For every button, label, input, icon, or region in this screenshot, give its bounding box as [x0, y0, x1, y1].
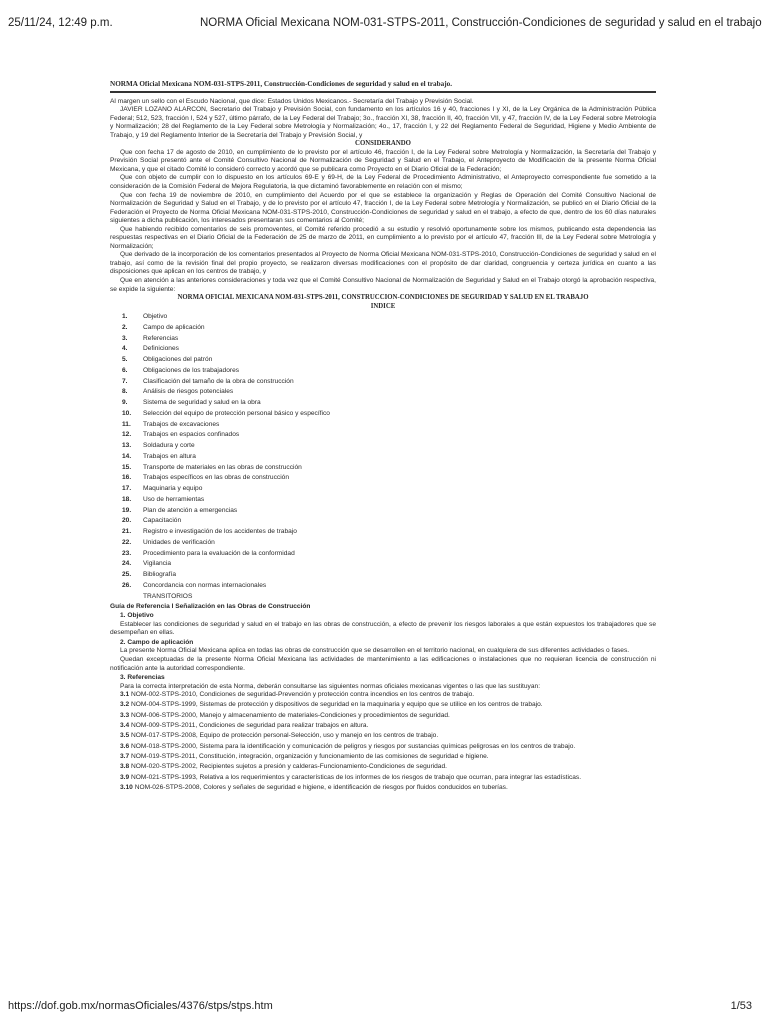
reference-text: NOM-019-STPS-2011, Constitución, integración, organización y funcionamiento de las comisiones de seguridad e higiene. — [131, 752, 489, 760]
norma-heading: NORMA OFICIAL MEXICANA NOM-031-STPS-2011, CONSTRUCCION-CONDICIONES DE SEGURIDAD Y SALUD EN EL TRABAJO — [177, 294, 589, 302]
reference-item — [110, 763, 656, 773]
toc-number: 20. — [122, 517, 132, 525]
reference-number: 3.7 — [120, 752, 130, 760]
reference-number: 3.10 — [120, 783, 133, 791]
toc-label: Campo de aplicación — [143, 323, 205, 331]
considerando-paragraph: Que con fecha 19 de noviembre de 2010, en cumplimiento del Acuerdo por el que se establece la organización y Reglas de Operación del Comité Consultivo Nacional de Normalización de Seguridad y Salud en el Trabajo, y de lo previsto por el artículo 47, fracción I, de la Ley Federal sobre Metrología y Normalización, se publicó en el Diario Oficial de la Federación el Proyecto de Norma Oficial Mexicana NOM-031-STPS-2010, Construcción-Condiciones de seguridad y salud en el trabajo, a efecto de que, dentro de los 60 días naturales siguientes a dicha publicación, los interesados presentaran sus comentarios al Comité; — [110, 191, 656, 225]
toc-label: Selección del equipo de protección personal básico y específico — [143, 409, 330, 417]
toc-label: Soldadura y corte — [143, 442, 195, 450]
toc-item — [110, 474, 656, 485]
considerando-paragraph: Que derivado de la incorporación de los comentarios presentados al Proyecto de Norma Oficial Mexicana NOM-031-STPS-2010, Construcción-Condiciones de seguridad y salud en el trabajo, así como de la revisión final del propio proyecto, se realizaron diversas modificaciones con el propósito de dar claridad, congruencia y certeza jurídica en cuanto a las disposiciones que aplican en los centros de trabajo, y — [110, 251, 656, 276]
toc-label: Trabajos específicos en las obras de construcción — [143, 474, 289, 482]
toc-number: 11. — [122, 420, 131, 428]
considerando-heading: CONSIDERANDO — [355, 140, 411, 148]
reference-text: NOM-002-STPS-2010, Condiciones de seguridad-Prevención y protección contra incendios en los centros de trabajo. — [131, 691, 475, 699]
toc-label: Capacitación — [143, 517, 182, 525]
intro-paragraph: Al margen un sello con el Escudo Nacional, que dice: Estados Unidos Mexicanos.- Secretaría del Trabajo y Previsión Social. — [110, 97, 474, 105]
toc-item — [110, 507, 656, 518]
reference-text: NOM-017-STPS-2008, Equipo de protección personal-Selección, uso y manejo en los centros de trabajo. — [131, 732, 439, 740]
table-of-contents — [110, 313, 656, 593]
toc-number: 13. — [122, 442, 132, 450]
print-date: 25/11/24, 12:49 p.m. — [8, 17, 113, 29]
toc-number: 10. — [122, 409, 132, 417]
toc-label: Plan de atención a emergencias — [143, 506, 238, 514]
preamble-paragraph: JAVIER LOZANO ALARCON, Secretario del Trabajo y Previsión Social, con fundamento en los artículos 16 y 40, fracciones I y XI, de la Ley Orgánica de la Administración Pública Federal; 512, 523, fracción I, 524 y 527, último párrafo, de la Ley Federal del Trabajo; 3o., fracción XI, 38, fracción II, 40, fracción VII, y 47, fracción IV, de la Ley Federal sobre Metrología y Normalización; 28 del Reglamento de la Ley Federal sobre Metrología y Normalización; 4o., 17, fracción I, y 22 del Reglamento Federal de Seguridad, Higiene y Medio Ambiente de Trabajo, y 19 del Reglamento Interior de la Secretaría del Trabajo y Previsión Social, y — [110, 106, 656, 139]
guia-heading: Guía de Referencia I Señalización en las Obras de Construcción — [110, 602, 311, 610]
reference-number: 3.8 — [120, 763, 130, 771]
toc-item — [110, 464, 656, 475]
toc-number: 2. — [122, 323, 128, 331]
toc-number: 26. — [122, 581, 132, 589]
toc-number: 6. — [122, 366, 128, 374]
document-title: NORMA Oficial Mexicana NOM-031-STPS-2011, Construcción-Condiciones de seguridad y salud en el trabajo. — [110, 80, 656, 93]
toc-item — [110, 410, 656, 421]
toc-label: Sistema de seguridad y salud en la obra — [143, 399, 261, 407]
print-footer — [0, 994, 768, 1024]
section-paragraph: La presente Norma Oficial Mexicana aplica en todas las obras de construcción que se desarrollen en el territorio nacional, en cualquiera de sus diferentes actividades o fases. — [120, 647, 630, 655]
toc-item — [110, 367, 656, 378]
toc-label: Obligaciones de los trabajadores — [143, 366, 240, 374]
reference-item — [110, 784, 656, 794]
reference-item — [110, 732, 656, 742]
reference-text: NOM-009-STPS-2011, Condiciones de seguridad para realizar trabajos en altura. — [131, 722, 369, 730]
toc-label: Procedimiento para la evaluación de la conformidad — [143, 549, 295, 557]
toc-item — [110, 399, 656, 410]
toc-number: 17. — [122, 485, 132, 493]
toc-item — [110, 421, 656, 432]
reference-text: NOM-021-STPS-1993, Relativa a los requerimientos y características de los informes de los riesgos de trabajo que ocurran, para integrar las estadísticas. — [131, 773, 582, 781]
toc-label: Maquinaria y equipo — [143, 485, 203, 493]
reference-number: 3.5 — [120, 732, 130, 740]
toc-number: 5. — [122, 356, 128, 364]
toc-number: 7. — [122, 377, 128, 385]
toc-item — [110, 345, 656, 356]
reference-text: NOM-018-STPS-2000, Sistema para la identificación y comunicación de peligros y riesgos por sustancias químicas peligrosas en los centros de trabajo. — [131, 742, 576, 750]
print-page-title: NORMA Oficial Mexicana NOM-031-STPS-2011, Construcción-Condiciones de seguridad y salud en el trabajo — [200, 17, 762, 29]
section-paragraph: Quedan exceptuadas de la presente Norma Oficial Mexicana las actividades de mantenimiento a las edificaciones o instalaciones que no requieran licencia de construcción ni notificación ante la autoridad correspondiente. — [110, 656, 656, 672]
toc-label: Trabajos en altura — [143, 452, 196, 460]
toc-number: 23. — [122, 549, 132, 557]
toc-item — [110, 571, 656, 582]
reference-item — [110, 691, 656, 701]
toc-label: Bibliografía — [143, 571, 176, 579]
toc-number: 3. — [122, 334, 128, 342]
toc-item — [110, 496, 656, 507]
considerando-paragraph: Que habiendo recibido comentarios de seis promoventes, el Comité referido procedió a su estudio y resolvió oportunamente sobre los mismos, publicando esta dependencia las respuestas respectivas en el Diario Oficial de la Federación de 25 de marzo de 2011, en cumplimiento a lo previsto por el artículo 47, fracción III, de la Ley Federal sobre Metrología y Normalización; — [110, 225, 656, 250]
toc-label: Uso de herramientas — [143, 495, 205, 503]
toc-number: 19. — [122, 506, 132, 514]
toc-label: Clasificación del tamaño de la obra de construcción — [143, 377, 294, 385]
toc-item — [110, 313, 656, 324]
toc-number: 15. — [122, 463, 132, 471]
considerando-paragraph: Que con fecha 17 de agosto de 2010, en cumplimiento de lo previsto por el artículo 46, fracción I, de la Ley Federal sobre Metrología y Normalización, la Secretaría del Trabajo y Previsión Social presentó ante el Comité Consultivo Nacional de Normalización de Seguridad y Salud en el Trabajo, el Anteproyecto de Modificación de la presente Norma Oficial Mexicana, y que el citado Comité lo consideró correcto y acordó que se publicara como Proyecto en el Diario Oficial de la Federación; — [110, 148, 656, 173]
toc-label: Trabajos de excavaciones — [143, 420, 220, 428]
reference-text: NOM-020-STPS-2002, Recipientes sujetos a presión y calderas-Funcionamiento-Condiciones de seguridad. — [131, 763, 447, 771]
reference-number: 3.9 — [120, 773, 130, 781]
toc-item — [110, 442, 656, 453]
toc-item — [110, 388, 656, 399]
section-paragraph: Para la correcta interpretación de esta Norma, deberán consultarse las siguientes normas oficiales mexicanas vigentes o las que las sustituyan: — [120, 682, 541, 690]
toc-label: Transporte de materiales en las obras de construcción — [143, 463, 302, 471]
toc-number: 21. — [122, 528, 132, 536]
toc-label: Unidades de verificación — [143, 538, 215, 546]
toc-label: Referencias — [143, 334, 179, 342]
reference-item — [110, 774, 656, 784]
toc-number: 14. — [122, 452, 132, 460]
toc-item — [110, 485, 656, 496]
section-heading: 2. Campo de aplicación — [120, 638, 194, 646]
toc-label: Registro e investigación de los accidentes de trabajo — [143, 528, 297, 536]
toc-number: 16. — [122, 474, 132, 482]
toc-item — [110, 560, 656, 571]
toc-label: Objetivo — [143, 313, 168, 321]
toc-item — [110, 324, 656, 335]
toc-number: 1. — [122, 313, 128, 321]
reference-number: 3.4 — [120, 722, 130, 730]
reference-item — [110, 722, 656, 732]
toc-number: 4. — [122, 345, 128, 353]
toc-label: Definiciones — [143, 345, 179, 353]
indice-heading: INDICE — [370, 302, 396, 310]
toc-item — [110, 378, 656, 389]
toc-item — [110, 539, 656, 550]
reference-number: 3.6 — [120, 742, 130, 750]
considerando-paragraph: Que en atención a las anteriores consideraciones y toda vez que el Comité Consultivo Nacional de Normalización de Seguridad y Salud en el Trabajo otorgó la aprobación respectiva, se expide la siguiente: — [110, 277, 656, 293]
document-body — [110, 80, 656, 794]
reference-number: 3.1 — [120, 691, 130, 699]
toc-number: 22. — [122, 538, 132, 546]
toc-label: Vigilancia — [143, 560, 172, 568]
toc-item — [110, 550, 656, 561]
toc-item — [110, 335, 656, 346]
reference-item — [110, 743, 656, 753]
toc-label: Trabajos en espacios confinados — [143, 431, 240, 439]
toc-number: 8. — [122, 388, 128, 396]
reference-text: NOM-004-STPS-1999, Sistemas de protección y dispositivos de seguridad en la maquinaria y equipo que se utilice en los centros de trabajo. — [131, 701, 543, 709]
page-counter: 1/53 — [730, 1000, 752, 1012]
toc-number: 24. — [122, 560, 132, 568]
toc-label: Análisis de riesgos potenciales — [143, 388, 234, 396]
toc-number: 18. — [122, 495, 132, 503]
toc-item — [110, 582, 656, 593]
toc-item — [110, 517, 656, 528]
toc-item — [110, 453, 656, 464]
reference-text: NOM-006-STPS-2000, Manejo y almacenamiento de materiales-Condiciones y procedimientos de seguridad. — [131, 711, 450, 719]
reference-item — [110, 712, 656, 722]
toc-number: 9. — [122, 399, 128, 407]
considerando-paragraph: Que con objeto de cumplir con lo dispuesto en los artículos 69-E y 69-H, de la Ley Federal de Procedimiento Administrativo, el Anteproyecto correspondiente fue sometido a la consideración de la Comisión Federal de Mejora Regulatoria, la que dictaminó favorablemente en relación con el mismo; — [110, 174, 656, 191]
section-heading: 3. Referencias — [120, 674, 165, 682]
reference-number: 3.2 — [120, 701, 130, 709]
toc-label: Concordancia con normas internacionales — [143, 581, 267, 589]
transitorios-label: TRANSITORIOS — [143, 592, 193, 600]
toc-item — [110, 528, 656, 539]
source-url: https://dof.gob.mx/normasOficiales/4376/stps/stps.htm — [8, 1000, 273, 1012]
section-paragraph: Establecer las condiciones de seguridad y salud en el trabajo en las obras de construcción, a efecto de prevenir los riesgos laborales a que están expuestos los trabajadores que se desempeñan en ellas. — [110, 620, 656, 637]
print-header — [0, 0, 768, 40]
section-heading: 1. Objetivo — [120, 612, 154, 620]
reference-item — [110, 753, 656, 763]
toc-number: 12. — [122, 431, 132, 439]
toc-label: Obligaciones del patrón — [143, 356, 213, 364]
reference-item — [110, 701, 656, 711]
reference-text: NOM-026-STPS-2008, Colores y señales de seguridad e higiene, e identificación de riesgos por fluidos conducidos en tuberías. — [134, 783, 508, 791]
toc-number: 25. — [122, 571, 132, 579]
toc-item — [110, 356, 656, 367]
reference-number: 3.3 — [120, 711, 130, 719]
toc-item — [110, 431, 656, 442]
